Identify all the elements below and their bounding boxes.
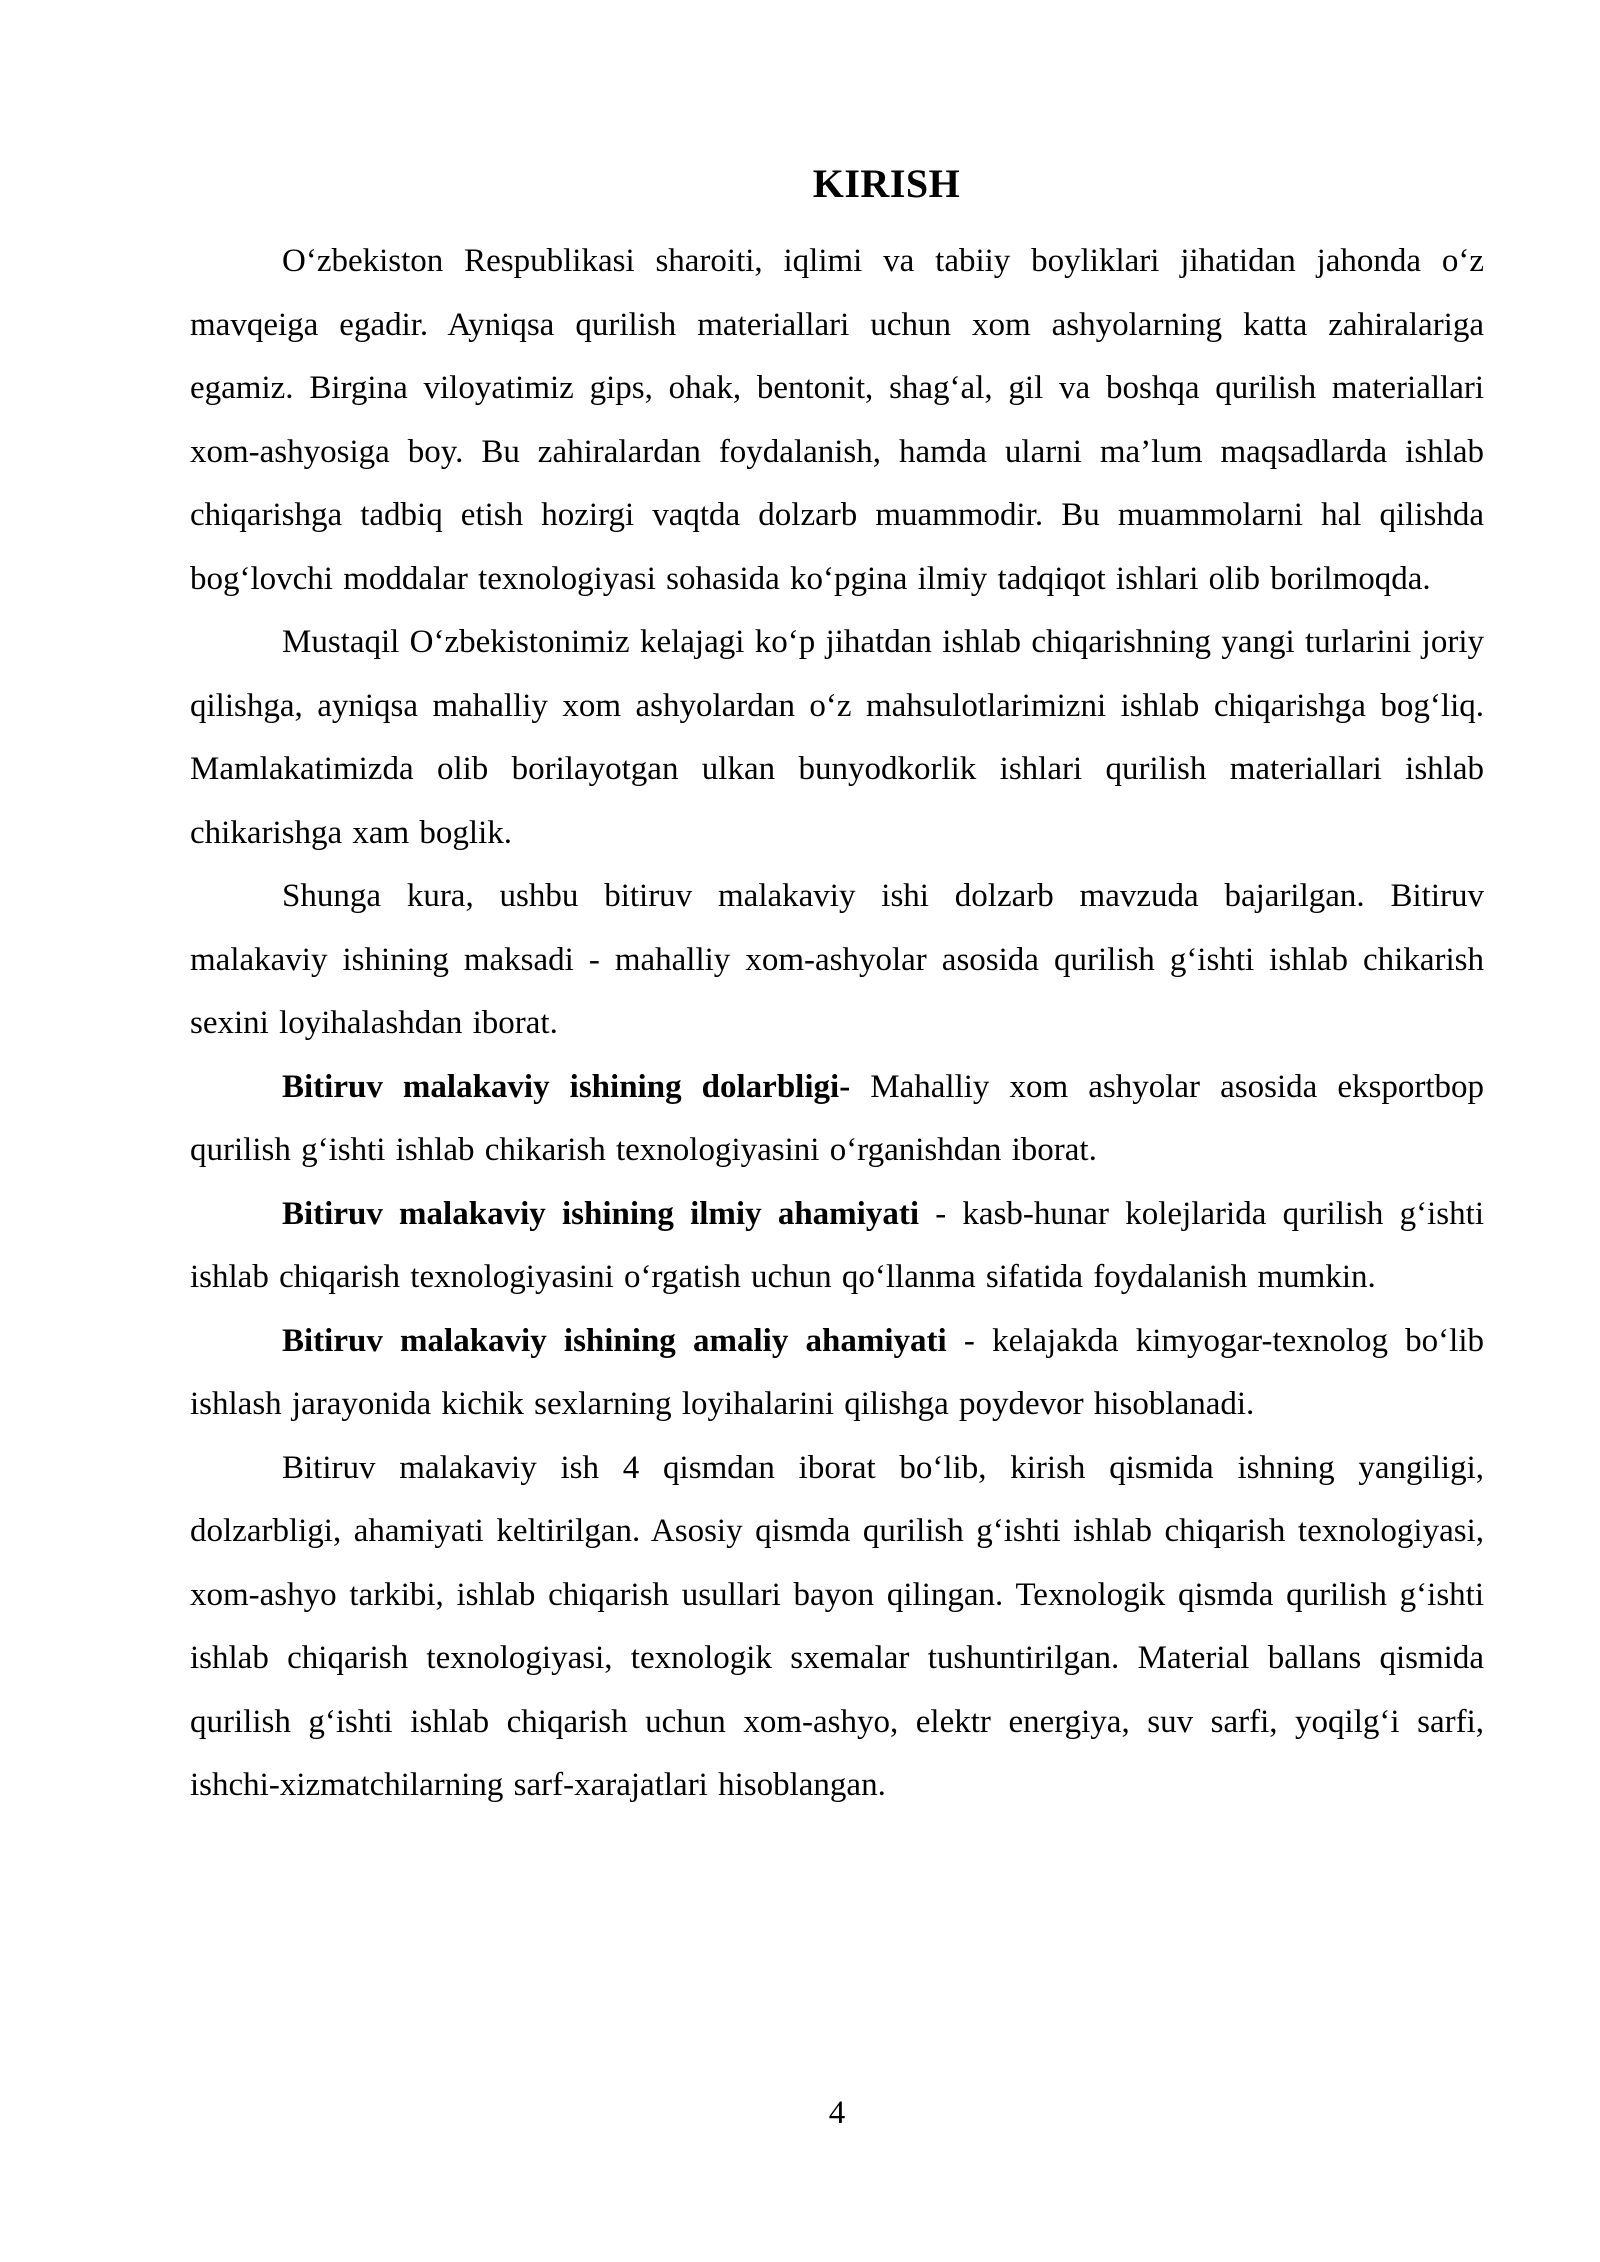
paragraph-ilmiy-ahamiyati (190, 1183, 1484, 1310)
paragraph-text: O‘zbekiston Respublikasi sharoiti, iqlimi va tabiiy boyliklari jihatidan jahonda o‘z mavqeiga egadir. Ayniqsa qurilish materiallari uchun xom ashyolarning katta zahiralariga egamiz. Birgina viloyatimiz gips, ohak, bentonit, shag‘al, gil va boshqa qurilish materiallari xom-ashyosiga boy. Bu zahiralardan foydalanish, hamda ularni ma’lum maqsadlarda ishlab chiqarishga tadbiq etish hozirgi vaqtda dolzarb muammodir. Bu muammolarni hal qilishda bog‘lovchi moddalar texnologiyasi sohasida ko‘pgina ilmiy tadqiqot ishlari olib borilmoqda. (190, 243, 1484, 597)
paragraph-text: Mustaqil O‘zbekistonimiz kelajagi ko‘p jihatdan ishlab chiqarishning yangi turlarini joriy qilishga, ayniqsa mahalliy xom ashyolardan o‘z mahsulotlarimizni ishlab chiqarishga bog‘liq. Mamlakatimizda olib borilayotgan ulkan bunyodkorlik ishlari qurilish materiallari ishlab chikarishga xam boglik. (190, 624, 1484, 851)
paragraph-lead-bold: Bitiruv malakaviy ishining dolarbligi- (282, 1068, 851, 1105)
paragraph-text: Mahalliy xom ashyolar asosida eksportbop qurilish g‘ishti ishlab chikarish texnologiyasini o‘rganishdan iborat. (190, 1068, 1484, 1168)
paragraph-mustaqil (190, 611, 1484, 865)
page-title: KIRISH (812, 161, 961, 206)
paragraph-lead-bold: Bitiruv malakaviy ishining ilmiy ahamiyati (282, 1195, 919, 1232)
paragraph-dolarbligi (190, 1056, 1484, 1183)
page-number: 4 (828, 2095, 846, 2131)
paragraph-amaliy-ahamiyati (190, 1310, 1484, 1437)
paragraph-text: - kasb-hunar kolejlarida qurilish g‘ishti ishlab chiqarish texnologiyasini o‘rgatish uchun qo‘llanma sifatida foydalanish mumkin. (190, 1195, 1484, 1295)
paragraph-lead-bold: Bitiruv malakaviy ishining amaliy ahamiyati (282, 1322, 947, 1359)
paragraph-text: - kelajakda kimyogar-texnolog bo‘lib ishlash jarayonida kichik sexlarning loyihalarini qilishga poydevor hisoblanadi. (190, 1322, 1485, 1422)
paragraph-shunga (190, 865, 1484, 1056)
paragraph-intro (190, 230, 1484, 611)
paragraph-text: Bitiruv malakaviy ish 4 qismdan iborat bo‘lib, kirish qismida ishning yangiligi, dolzarbligi, ahamiyati keltirilgan. Asosiy qismda qurilish g‘ishti ishlab chiqarish texnologiyasi, xom-ashyo tarkibi, ishlab chiqarish usullari bayon qilingan. Texnologik qismda qurilish g‘ishti ishlab chiqarish texnologiyasi, texnologik sxemalar tushuntirilgan. Material ballans qismida qurilish g‘ishti ishlab chiqarish uchun xom-ashyo, elektr energiya, suv sarfi, yoqilg‘i sarfi, ishchi-xizmatchilarning sarf-xarajatlari hisoblangan. (190, 1449, 1484, 1803)
paragraph-text: Shunga kura, ushbu bitiruv malakaviy ishi dolzarb mavzuda bajarilgan. Bitiruv malakaviy ishining maksadi - mahalliy xom-ashyolar asosida qurilish g‘ishti ishlab chikarish sexini loyihalashdan iborat. (190, 878, 1484, 1041)
paragraph-structure (190, 1437, 1484, 1818)
document-body (190, 150, 1484, 1818)
